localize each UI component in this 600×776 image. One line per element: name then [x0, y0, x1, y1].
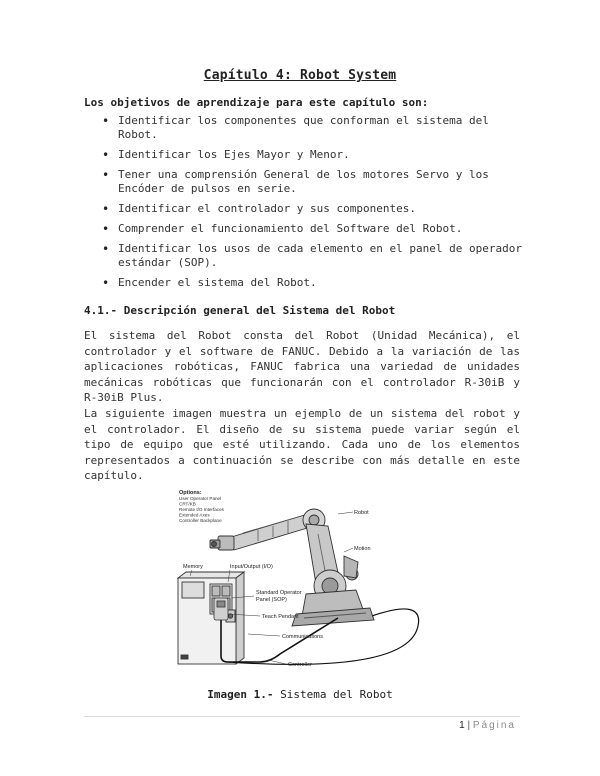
robot-system-figure	[168, 486, 436, 682]
caption-text: Sistema del Robot	[273, 688, 393, 701]
objective-item: • Identificar el controlador y sus componentes.	[84, 202, 524, 216]
body-paragraph: El sistema del Robot consta del Robot (Unidad Mecánica), el controlador y el software de FANUC. Debido a la variación de las aplicaciones robóticas, FANUC fabrica una variedad de unidades mecánicas robóticas que funcionarán con el controlador R-30iB y R-30iB Plus.	[84, 329, 520, 404]
caption-label: Imagen 1.-	[207, 688, 274, 701]
label-robot: Robot	[354, 510, 369, 516]
objective-item: • Comprender el funcionamiento del Software del Robot.	[84, 222, 524, 236]
option-item: Extended Axes	[179, 512, 210, 518]
label-motion: Motion	[354, 546, 371, 552]
label-memory: Memory	[183, 564, 203, 570]
option-item: Remote I/O Interfaces	[179, 507, 224, 512]
footer-separator: |	[464, 720, 473, 731]
label-communications: Communications	[282, 634, 323, 640]
teach-pendant	[214, 598, 228, 620]
body-paragraph: La siguiente imagen muestra un ejemplo de un sistema del robot y el controlador. El diseño de su sistema puede variar según el tipo de equipo que esté utilizando. Cada uno de los elementos representados a continuación se describe con más detalle en este capítulo.	[84, 407, 520, 482]
option-item: Controller Backplane	[179, 518, 222, 523]
label-teach-pendant: Teach Pendant	[262, 614, 299, 620]
section-heading: 4.1.- Descripción general del Sistema del Robot	[84, 304, 396, 317]
robot-system-diagram	[168, 486, 436, 682]
objectives-list	[84, 114, 524, 296]
figure-caption	[0, 688, 600, 701]
option-item: CRT/KB	[179, 501, 196, 507]
label-sop-line2: Panel (SOP)	[256, 597, 287, 603]
page-number: 1	[459, 720, 465, 731]
page-word: Página	[472, 720, 516, 731]
option-item: User Operator Panel	[179, 496, 222, 501]
objectives-intro: Los objetivos de aprendizaje para este capítulo son:	[84, 96, 429, 109]
label-controller: Controller	[288, 662, 312, 668]
objective-item: • Tener una comprensión General de los motores Servo y los Encóder de pulsos en serie.	[84, 168, 524, 196]
footer-divider	[84, 716, 520, 717]
objective-item: • Identificar los usos de cada elemento en el panel de operador estándar (SOP).	[84, 242, 524, 270]
objective-item: • Identificar los Ejes Mayor y Menor.	[84, 148, 524, 162]
objective-item: • Encender el sistema del Robot.	[84, 276, 524, 290]
page-footer	[459, 720, 516, 731]
label-sop-line1: Standard Operator	[256, 590, 302, 596]
page-title: Capítulo 4: Robot System	[203, 68, 397, 83]
controller-cabinet	[178, 572, 244, 664]
objective-item: • Identificar los componentes que conforman el sistema del Robot.	[84, 114, 524, 142]
options-title: Options:	[179, 490, 202, 496]
label-io: Input/Output (I/O)	[230, 564, 273, 570]
